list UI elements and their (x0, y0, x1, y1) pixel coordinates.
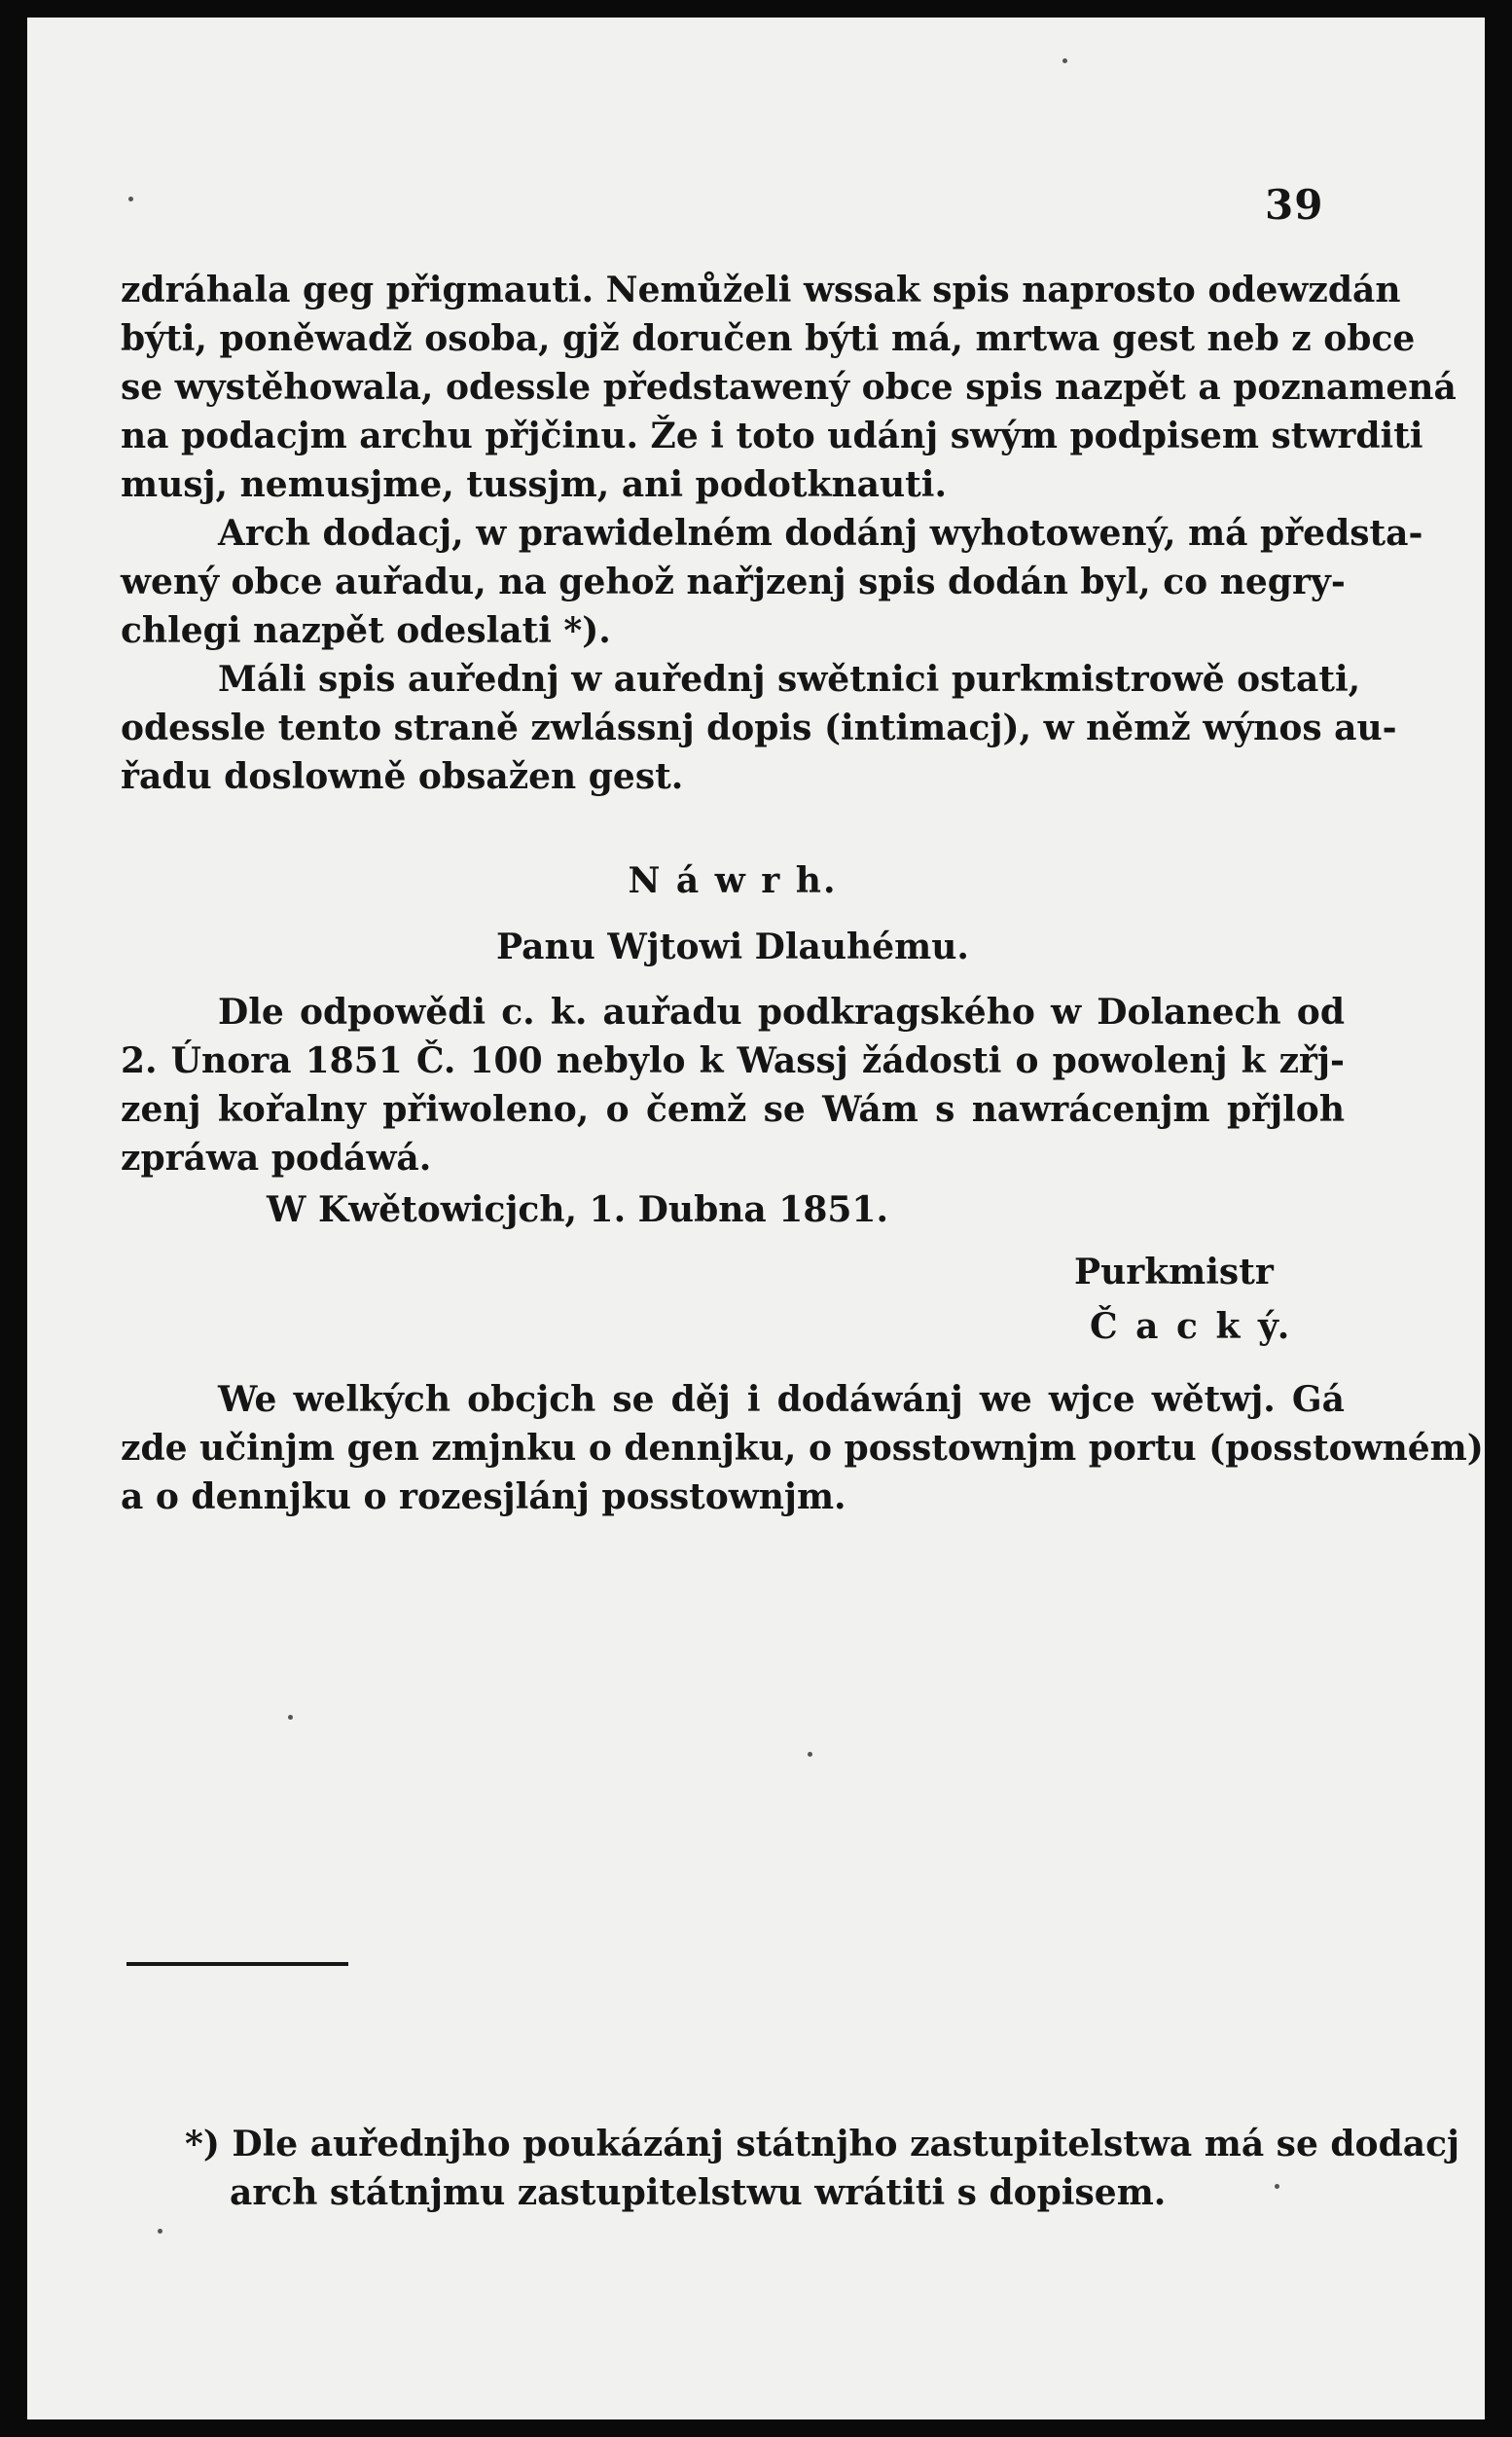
text-line: wený obce auřadu, na gehož nařjzenj spis dodán byl, co negry- (121, 562, 1346, 602)
page-number: 39 (1265, 181, 1324, 229)
text-line: zpráwa podáwá. (121, 1138, 432, 1179)
text-line: Arch dodacj, w prawidelném dodánj wyhotowený, má předsta- (218, 513, 1423, 554)
letter-salutation: Panu Wjtowi Dlauhému. (496, 927, 969, 967)
signature-name: Č a c k ý. (1090, 1306, 1293, 1347)
footnote-separator (126, 1962, 348, 1966)
text-line: Dle odpowědi c. k. auřadu podkragského w Dolanech od (218, 992, 1345, 1033)
letter-body (121, 988, 1345, 1182)
signature-title: Purkmistr (1074, 1252, 1274, 1292)
text-line: We welkých obcjch se děj i dodáwánj we wjce wětwj. Gá (218, 1379, 1345, 1420)
scan-speck (1062, 58, 1067, 63)
text-line: býti, poněwadž osoba, gjž doručen býti má, mrtwa gest neb z obce (121, 318, 1416, 359)
text-line: musj, nemusjme, tussjm, ani podotknauti. (121, 464, 948, 505)
text-line: na podacjm archu přjčinu. Že i toto udánj swým podpisem stwrditi (121, 416, 1423, 456)
book-page (27, 18, 1485, 2419)
paragraph-2 (121, 509, 1423, 655)
letter-heading: N á w r h. (628, 860, 838, 901)
text-line: chlegi nazpět odeslati *). (121, 610, 611, 651)
text-line: řadu doslowně obsažen gest. (121, 756, 684, 797)
footnote-line: *) Dle auřednjho poukázánj státnjho zastupitelstwa má se dodacj (185, 2124, 1460, 2164)
scan-speck (128, 197, 133, 201)
paragraph-1 (121, 266, 1457, 509)
text-line: a o dennjku o rozesjlánj posstownjm. (121, 1476, 846, 1517)
text-line: 2. Února 1851 Č. 100 nebylo k Wassj žádosti o powolenj k zřj- (121, 1040, 1345, 1081)
scan-speck (288, 1715, 293, 1720)
letter-place-date: W Kwětowicjch, 1. Dubna 1851. (267, 1189, 888, 1230)
footnote-line: arch státnjmu zastupitelstwu wrátiti s dopisem. (230, 2172, 1167, 2213)
scan-speck (1275, 2184, 1279, 2189)
text-line: zenj kořalny přiwoleno, o čemž se Wám s nawrácenjm přjloh (121, 1089, 1345, 1130)
text-line: zde učinjm gen zmjnku o dennjku, o posstownjm portu (posstowném) (121, 1428, 1484, 1469)
text-line: zdráhala geg přigmauti. Nemůželi wssak spis naprosto odewzdán (121, 270, 1401, 310)
text-line: odessle tento straně zwlássnj dopis (intimacj), w němž wýnos au- (121, 708, 1397, 748)
paragraph-3 (121, 655, 1397, 801)
scan-speck (158, 2229, 162, 2234)
scan-speck (808, 1752, 812, 1757)
paragraph-4 (121, 1375, 1484, 1521)
text-line: se wystěhowala, odessle předstawený obce spis nazpět a poznamená (121, 367, 1457, 408)
text-line: Máli spis auřednj w auřednj swětnici purkmistrowě ostati, (218, 659, 1361, 700)
footnote (185, 2120, 1460, 2217)
